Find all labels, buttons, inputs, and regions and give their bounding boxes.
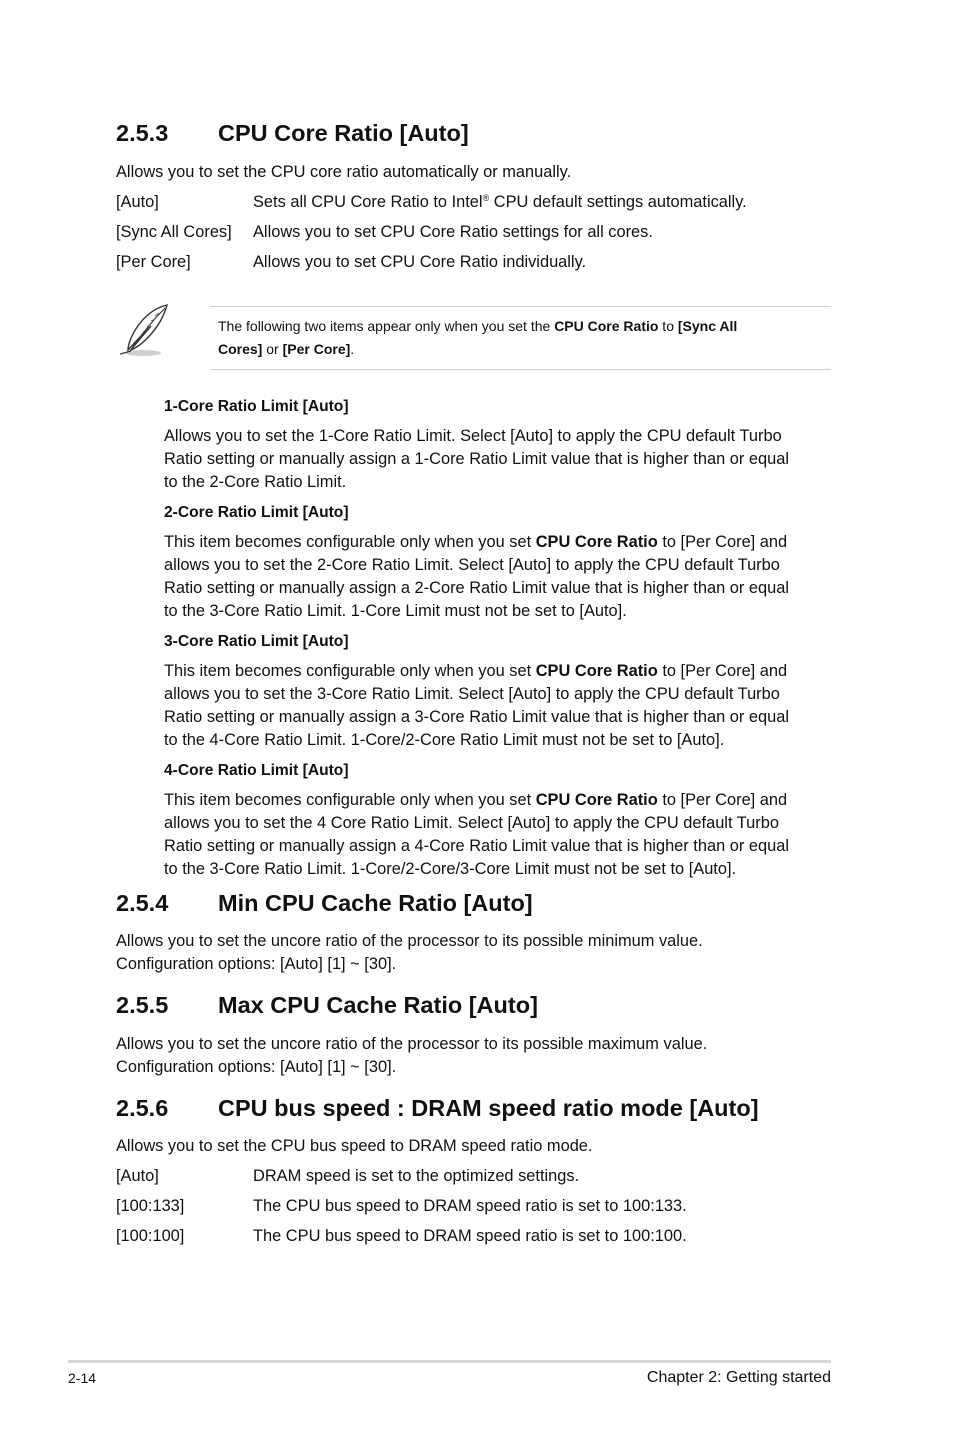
section-number: 2.5.6 — [116, 1095, 169, 1121]
note-text-part: The following two items appear only when you set the — [218, 318, 555, 334]
section-number: 2.5.5 — [116, 992, 169, 1018]
section-title: CPU Core Ratio [Auto] — [218, 120, 469, 146]
section-heading-2-5-6 — [116, 1094, 759, 1122]
text-line: to the 3-Core Ratio Limit. 1-Core Limit must not be set to [Auto]. — [164, 602, 627, 620]
subitem-title: 1-Core Ratio Limit [Auto] — [164, 398, 349, 415]
option-key: [100:133] — [116, 1197, 185, 1215]
text-part: to [Per Core] and — [657, 791, 788, 809]
text-part: to [Per Core] and — [657, 533, 788, 551]
section-heading-2-5-3 — [116, 119, 469, 147]
option-key: [Per Core] — [116, 253, 191, 271]
registered-mark: ® — [482, 193, 490, 203]
note-bold: [Per Core] — [282, 341, 351, 357]
option-key: [Auto] — [116, 1167, 159, 1185]
text-line: Allows you to set the uncore ratio of the processor to its possible maximum value. — [116, 1035, 708, 1053]
note-text-part: . — [350, 341, 355, 357]
text-line: allows you to set the 2-Core Ratio Limit. Select [Auto] to apply the CPU default Turbo — [164, 556, 780, 574]
option-desc: Allows you to set CPU Core Ratio individually. — [253, 253, 587, 271]
text-part: This item becomes configurable only when you set — [164, 662, 536, 680]
text-line: Configuration options: [Auto] [1] ~ [30]. — [116, 1058, 397, 1076]
note-bold: CPU Core Ratio — [554, 318, 659, 334]
option-desc: The CPU bus speed to DRAM speed ratio is set to 100:133. — [253, 1197, 687, 1215]
text-line: to the 2-Core Ratio Limit. — [164, 473, 347, 491]
subitem-title: 4-Core Ratio Limit [Auto] — [164, 762, 349, 779]
note-bottom-rule — [210, 369, 831, 370]
text-part: This item becomes configurable only when you set — [164, 533, 536, 551]
note-bold: Cores] — [218, 341, 263, 357]
note-bold: [Sync All — [677, 318, 738, 334]
subitem-description — [164, 531, 844, 623]
option-desc: Allows you to set CPU Core Ratio settings for all cores. — [253, 223, 653, 241]
text-line: to the 3-Core Ratio Limit. 1-Core/2-Core/3-Core Limit must not be set to [Auto]. — [164, 860, 737, 878]
footer-rule — [68, 1360, 831, 1363]
text-line: Allows you to set the 1-Core Ratio Limit. Select [Auto] to apply the CPU default Turbo — [164, 427, 782, 445]
section-intro: Allows you to set the CPU core ratio automatically or manually. — [116, 163, 572, 181]
chapter-label: Chapter 2: Getting started — [646, 1369, 831, 1386]
section-number: 2.5.3 — [116, 120, 169, 146]
section-text — [116, 1033, 707, 1079]
text-part: This item becomes configurable only when you set — [164, 791, 536, 809]
subitem-title: 2-Core Ratio Limit [Auto] — [164, 504, 349, 521]
note-text-part: to — [658, 318, 678, 334]
text-bold: CPU Core Ratio — [535, 533, 658, 551]
note-top-rule — [210, 306, 831, 307]
text-line: Ratio setting or manually assign a 4-Core Ratio Limit value that is higher than or equal — [164, 837, 789, 855]
note-text — [218, 315, 818, 361]
subitem-description — [164, 425, 844, 494]
section-text — [116, 930, 703, 976]
section-intro: Allows you to set the CPU bus speed to DRAM speed ratio mode. — [116, 1137, 593, 1155]
feather-pen-icon — [115, 300, 175, 360]
section-heading-2-5-5 — [116, 991, 538, 1019]
text-line: allows you to set the 3-Core Ratio Limit. Select [Auto] to apply the CPU default Turbo — [164, 685, 780, 703]
text-line: Allows you to set the uncore ratio of the processor to its possible minimum value. — [116, 932, 703, 950]
option-desc — [253, 191, 747, 214]
option-desc-text: Sets all CPU Core Ratio to Intel — [253, 193, 483, 211]
note-text-part: or — [262, 341, 283, 357]
option-desc: DRAM speed is set to the optimized settings. — [253, 1167, 580, 1185]
text-line: Ratio setting or manually assign a 3-Core Ratio Limit value that is higher than or equal — [164, 708, 789, 726]
section-title: CPU bus speed : DRAM speed ratio mode [Auto] — [218, 1095, 759, 1121]
subitem-title: 3-Core Ratio Limit [Auto] — [164, 633, 349, 650]
text-line: to the 4-Core Ratio Limit. 1-Core/2-Core Ratio Limit must not be set to [Auto]. — [164, 731, 725, 749]
option-desc-text: CPU default settings automatically. — [489, 193, 747, 211]
section-heading-2-5-4 — [116, 889, 533, 917]
page-number: 2-14 — [68, 1370, 97, 1386]
option-key: [Auto] — [116, 193, 159, 211]
text-line: allows you to set the 4 Core Ratio Limit. Select [Auto] to apply the CPU default Turbo — [164, 814, 779, 832]
section-title: Max CPU Cache Ratio [Auto] — [218, 992, 538, 1018]
text-bold: CPU Core Ratio — [535, 662, 658, 680]
section-number: 2.5.4 — [116, 890, 169, 916]
option-key: [Sync All Cores] — [116, 223, 232, 241]
subitem-description — [164, 660, 844, 752]
text-bold: CPU Core Ratio — [535, 791, 658, 809]
subitem-description — [164, 789, 844, 881]
section-title: Min CPU Cache Ratio [Auto] — [218, 890, 533, 916]
option-desc: The CPU bus speed to DRAM speed ratio is set to 100:100. — [253, 1227, 687, 1245]
text-line: Ratio setting or manually assign a 1-Core Ratio Limit value that is higher than or equal — [164, 450, 789, 468]
text-part: to [Per Core] and — [657, 662, 788, 680]
option-key: [100:100] — [116, 1227, 185, 1245]
text-line: Configuration options: [Auto] [1] ~ [30]. — [116, 955, 397, 973]
text-line: Ratio setting or manually assign a 2-Core Ratio Limit value that is higher than or equal — [164, 579, 789, 597]
